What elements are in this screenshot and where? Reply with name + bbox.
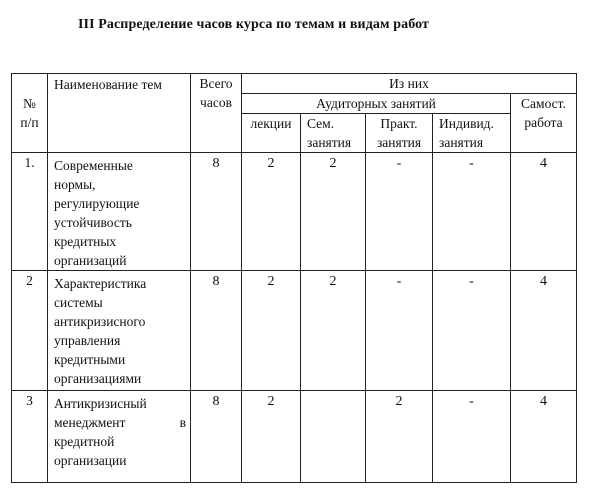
seminar-hours: 2 [301,153,366,271]
header-individual: Индивид. занятия [433,114,511,153]
header-lectures: лекции [242,114,301,153]
individual-hours: - [433,153,511,271]
lecture-hours: 2 [242,391,301,483]
page-title: III Распределение часов курса по темам и видам работ [78,17,430,32]
seminar-hours: 2 [301,271,366,391]
header-topic: Наименование тем [48,74,191,153]
topic-name-justified-line: менеджмент в [54,415,186,430]
topic-name: Характеристика системы антикризисного управления кредитными организациями [48,271,191,391]
table-row [12,271,577,391]
total-hours: 8 [191,153,242,271]
lecture-hours: 2 [242,153,301,271]
table-row [12,391,577,483]
total-hours: 8 [191,271,242,391]
total-hours: 8 [191,391,242,483]
row-number: 2 [12,271,48,391]
practical-hours: 2 [366,391,433,483]
practical-hours: - [366,153,433,271]
row-number: 3 [12,391,48,483]
header-of-them: Из них [242,74,577,94]
hours-table [11,73,577,483]
individual-hours: - [433,391,511,483]
self-study-hours: 4 [511,391,577,483]
row-number: 1. [12,153,48,271]
lecture-hours: 2 [242,271,301,391]
header-total: Всего часов [191,74,242,153]
header-practical: Практ. занятия [366,114,433,153]
header-auditory: Аудиторных занятий [242,94,511,114]
topic-name: Современные нормы, регулирующие устойчивость кредитных организаций [48,153,191,271]
seminar-hours [301,391,366,483]
individual-hours: - [433,271,511,391]
self-study-hours: 4 [511,153,577,271]
header-self: Самост. работа [511,94,577,153]
self-study-hours: 4 [511,271,577,391]
table-row [12,153,577,271]
practical-hours: - [366,271,433,391]
header-num: № п/п [12,74,48,153]
header-seminar: Сем. занятия [301,114,366,153]
topic-name: Антикризисный менеджмент в кредитной организации [48,391,191,483]
